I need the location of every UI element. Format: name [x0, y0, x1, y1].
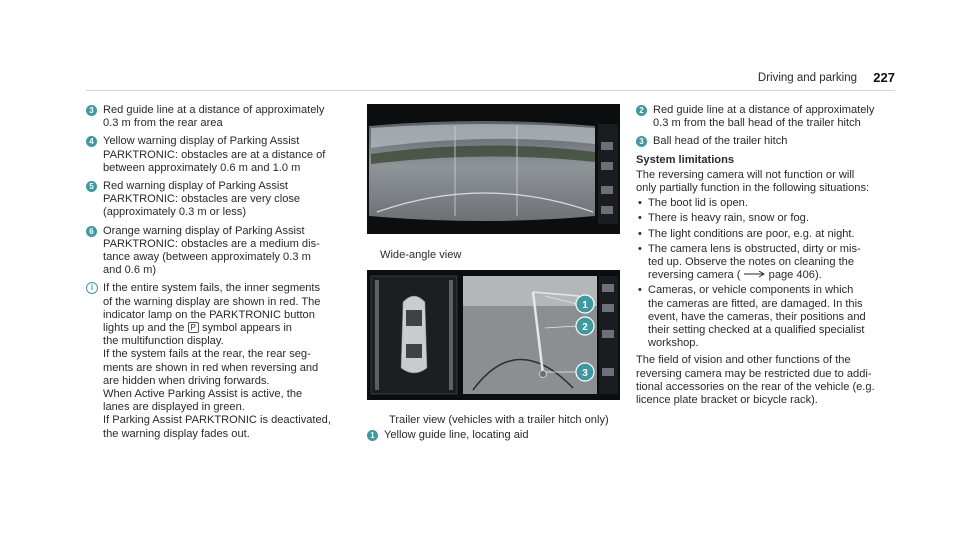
paragraph-text: The field of vision and other functions of the	[636, 354, 851, 367]
number-badge: 2	[636, 105, 647, 116]
bullet-item	[636, 243, 898, 283]
number-badge: 3	[636, 136, 647, 147]
item-text: Red warning display of Parking Assist	[103, 180, 288, 193]
paragraph-text: The reversing camera will not function or will	[636, 168, 855, 181]
note-text: indicator lamp on the PARKTRONIC button	[103, 308, 315, 321]
page-reference-link[interactable]: page 406).	[768, 269, 822, 282]
info-icon: i	[86, 282, 98, 294]
note-text: are hidden when driving forwards.	[103, 374, 270, 387]
list-item	[86, 180, 352, 220]
bullet-text: their setting checked at a qualified specialist	[648, 324, 865, 337]
item-text: 0.3 m from the ball head of the trailer hitch	[653, 117, 861, 130]
bullet-item	[636, 212, 898, 225]
note-text: When Active Parking Assist is active, the	[103, 388, 303, 401]
item-text: 0.3 m from the rear area	[103, 117, 223, 130]
number-badge: 3	[86, 105, 97, 116]
number-badge: 5	[86, 181, 97, 192]
trailer-caption-block	[367, 414, 627, 447]
paragraph-text: licence plate bracket or bicycle rack).	[636, 394, 818, 407]
page-header	[86, 70, 895, 91]
note-text: If the system fails at the rear, the rear seg-	[103, 348, 311, 361]
bullet-text: • Cameras, or vehicle components in which	[648, 284, 854, 297]
trailer-view-illustration	[367, 270, 620, 400]
paragraph-text: tional accessories on the rear of the vehicle (e.g.	[636, 380, 875, 393]
number-badge: 1	[367, 430, 378, 441]
note-text: the warning display fades out.	[103, 427, 250, 440]
bullet-item	[636, 228, 898, 241]
paragraph-text: only partially function in the following situations:	[636, 182, 870, 195]
limitations-list	[636, 197, 898, 350]
bullet-item	[636, 197, 898, 210]
list-item	[636, 104, 898, 130]
note-text-part: symbol appears in	[201, 322, 292, 335]
callout-3-label: 3	[582, 368, 588, 379]
car-top-view-icon	[401, 296, 427, 373]
note-text: the multifunction display.	[103, 335, 224, 348]
note-text: If the entire system fails, the inner segments	[103, 282, 321, 295]
item-text: (approximately 0.3 m or less)	[103, 206, 247, 219]
item-text: Red guide line at a distance of approximately	[103, 104, 325, 116]
page-reference-arrow-icon	[744, 270, 766, 278]
wide-angle-camera-image	[367, 104, 620, 234]
note-text: of the warning display are shown in red. The	[103, 295, 321, 308]
bullet-text: • The camera lens is obstructed, dirty or mis-	[648, 242, 861, 255]
bullet-text: event, have the cameras, their positions and	[648, 310, 866, 323]
list-item	[636, 135, 898, 148]
item-text: Orange warning display of Parking Assist	[103, 224, 305, 237]
bullet-text: workshop.	[648, 337, 699, 350]
paragraph-text: reversing camera may be restricted due to addi-	[636, 367, 872, 380]
bullet-text: • The light conditions are poor, e.g. at night.	[648, 227, 855, 240]
note-block	[86, 282, 352, 440]
item-text: Yellow guide line, locating aid	[384, 429, 529, 442]
number-badge: 4	[86, 136, 97, 147]
right-column	[636, 104, 898, 407]
list-item	[86, 135, 352, 175]
bullet-text-part: reversing camera (	[648, 269, 741, 282]
item-text: PARKTRONIC: obstacles are very close	[103, 193, 301, 206]
item-text: Red guide line at a distance of approximately	[653, 104, 875, 116]
left-column	[86, 104, 352, 446]
list-item	[86, 104, 352, 130]
wide-angle-illustration	[367, 104, 620, 234]
number-badge: 6	[86, 226, 97, 237]
bullet-text: the cameras are fitted, are damaged. In this	[648, 297, 863, 310]
item-text: and 0.6 m)	[103, 264, 157, 277]
note-text: ments are shown in red when reversing and	[103, 361, 319, 374]
item-text: Ball head of the trailer hitch	[653, 135, 788, 148]
item-text: between approximately 0.6 m and 1.0 m	[103, 161, 301, 174]
bullet-item	[636, 284, 898, 350]
section-heading: System limitations	[636, 153, 735, 166]
list-item	[367, 429, 627, 442]
note-text: lanes are displayed in green.	[103, 401, 245, 414]
bullet-text	[648, 269, 898, 282]
section-title: Driving and parking	[757, 72, 857, 84]
callout-2-label: 2	[582, 322, 588, 333]
note-text: If Parking Assist PARKTRONIC is deactivated,	[103, 414, 331, 427]
item-text: Yellow warning display of Parking Assist	[103, 135, 300, 148]
item-text: tance away (between approximately 0.3 m	[103, 251, 311, 264]
trailer-camera-image	[367, 270, 620, 400]
note-text-part: lights up and the	[103, 322, 185, 335]
parking-key-label: P	[190, 323, 196, 333]
item-text: PARKTRONIC: obstacles are a medium dis-	[103, 237, 320, 250]
bullet-text: ted up. Observe the notes on cleaning the	[648, 256, 854, 269]
parking-key-icon	[188, 322, 199, 333]
list-item	[86, 225, 352, 278]
caption-wide-angle: Wide-angle view	[380, 249, 462, 261]
callout-1-label: 1	[582, 300, 588, 311]
bullet-text: • There is heavy rain, snow or fog.	[648, 212, 809, 225]
note-text	[103, 322, 352, 335]
page-number: 227	[873, 70, 895, 85]
item-text: PARKTRONIC: obstacles are at a distance of	[103, 148, 326, 161]
caption-trailer: Trailer view (vehicles with a trailer hitch only)	[389, 414, 609, 426]
bullet-text: • The boot lid is open.	[648, 197, 748, 210]
